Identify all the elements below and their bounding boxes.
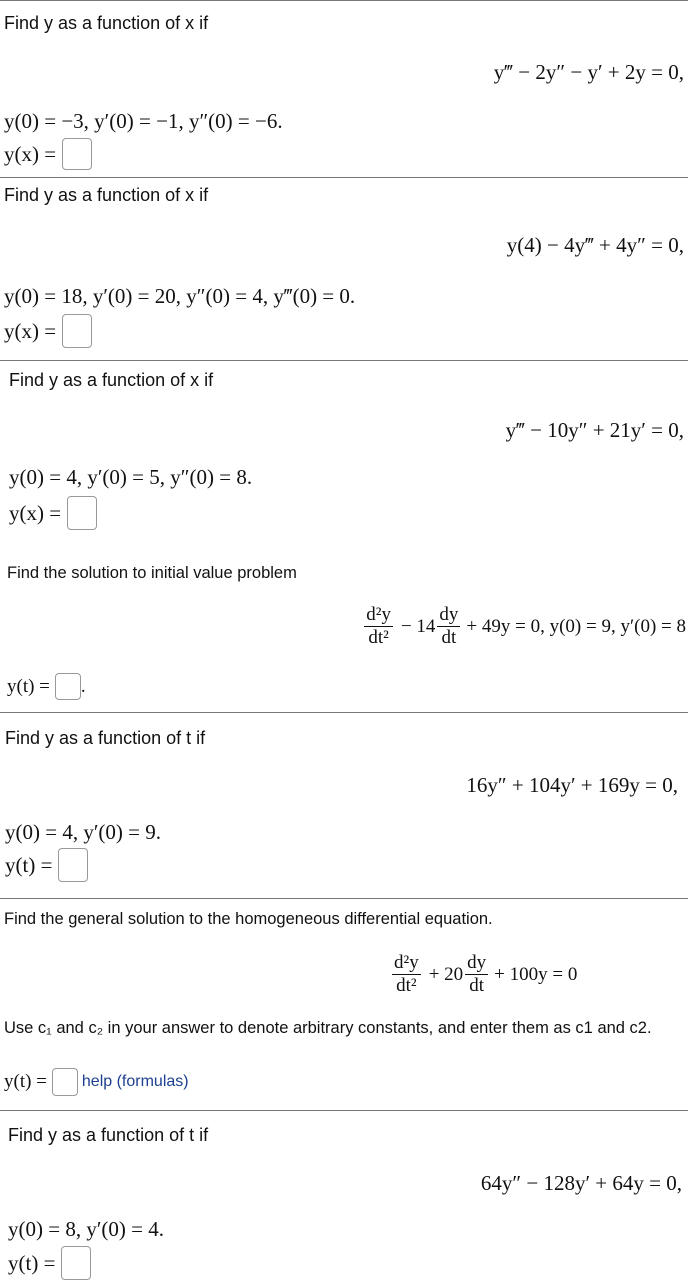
separator <box>0 177 688 178</box>
problem-5-answer-row <box>5 848 88 882</box>
problem-1-equation: y‴ − 2y″ − y′ + 2y = 0, <box>493 60 684 84</box>
problem-5-equation: 16y″ + 104y′ + 169y = 0, <box>466 773 678 797</box>
problem-7-equation: 64y″ − 128y′ + 64y = 0, <box>480 1171 682 1195</box>
fraction-denominator: dt <box>441 627 457 648</box>
problem-5-conditions: y(0) = 4, y′(0) = 9. <box>5 820 162 844</box>
problem-7-answer-row <box>8 1246 91 1280</box>
problem-2-prompt: Find y as a function of x if <box>4 185 209 205</box>
problem-6-fraction-1 <box>392 952 421 997</box>
problem-6-fraction-2 <box>465 952 488 997</box>
fraction-denominator: dt <box>469 975 485 996</box>
fraction-numerator: dy <box>467 952 487 973</box>
separator <box>0 360 688 361</box>
answer-label: y(t) = <box>4 1071 47 1092</box>
problem-1-answer-row <box>4 138 92 170</box>
separator <box>0 712 688 713</box>
problem-2-conditions: y(0) = 18, y′(0) = 20, y″(0) = 4, y‴(0) = 0. <box>4 284 356 308</box>
equation-term: + 20 <box>428 963 464 985</box>
fraction-denominator: dt² <box>396 975 417 996</box>
equation-term: − 14 <box>400 615 436 637</box>
answer-label: y(t) = <box>8 1250 56 1275</box>
help-formulas-link[interactable]: help (formulas) <box>81 1073 189 1090</box>
equation-term: + 49y = 0, y(0) = 9, y′(0) = 8 <box>466 615 686 637</box>
problem-7-prompt: Find y as a function of t if <box>8 1125 209 1145</box>
fraction-numerator: d²y <box>394 952 419 973</box>
problem-4-equation <box>364 604 686 649</box>
problem-4-prompt: Find the solution to initial value problem <box>7 564 297 582</box>
problem-6-answer-input[interactable] <box>52 1068 78 1096</box>
fraction-numerator: dy <box>439 604 459 625</box>
answer-label: y(x) = <box>9 500 62 525</box>
separator <box>0 1110 688 1111</box>
problem-2-answer-row <box>4 314 92 348</box>
equation-term: + 100y = 0 <box>494 963 578 985</box>
problem-1-answer-input[interactable] <box>62 138 92 170</box>
problem-3-answer-row <box>9 496 97 530</box>
problem-4-fraction-2 <box>437 604 460 649</box>
problem-6-equation <box>392 952 577 997</box>
problem-6-instructions: Use c₁ and c₂ in your answer to denote arbitrary constants, and enter them as c1 and c2. <box>4 1019 652 1037</box>
problem-1-prompt: Find y as a function of x if <box>4 13 209 33</box>
answer-label: y(x) = <box>4 141 57 166</box>
problem-4-answer-input[interactable] <box>55 673 81 700</box>
answer-suffix: . <box>80 675 86 697</box>
problem-1-conditions: y(0) = −3, y′(0) = −1, y″(0) = −6. <box>4 109 283 133</box>
problem-3-conditions: y(0) = 4, y′(0) = 5, y″(0) = 8. <box>9 465 253 489</box>
problem-3-prompt: Find y as a function of x if <box>9 370 214 390</box>
problem-6-prompt: Find the general solution to the homogeneous differential equation. <box>4 910 493 928</box>
answer-label: y(x) = <box>4 318 57 343</box>
problem-4-fraction-1 <box>364 604 393 649</box>
problem-5-answer-input[interactable] <box>58 848 88 882</box>
problem-3-answer-input[interactable] <box>67 496 97 530</box>
fraction-denominator: dt² <box>368 627 389 648</box>
problem-2-equation: y(4) − 4y‴ + 4y″ = 0, <box>506 233 684 257</box>
problem-5-prompt: Find y as a function of t if <box>5 728 206 748</box>
problem-7-answer-input[interactable] <box>61 1246 91 1280</box>
separator <box>0 898 688 899</box>
fraction-numerator: d²y <box>366 604 391 625</box>
problem-3-equation: y‴ − 10y″ + 21y′ = 0, <box>505 418 684 442</box>
separator <box>0 0 688 1</box>
problem-2-answer-input[interactable] <box>62 314 92 348</box>
problem-6-answer-row <box>4 1068 189 1096</box>
problem-4-answer-row <box>7 673 86 700</box>
problem-7-conditions: y(0) = 8, y′(0) = 4. <box>8 1217 165 1241</box>
answer-label: y(t) = <box>5 852 53 877</box>
answer-label: y(t) = <box>7 675 50 697</box>
